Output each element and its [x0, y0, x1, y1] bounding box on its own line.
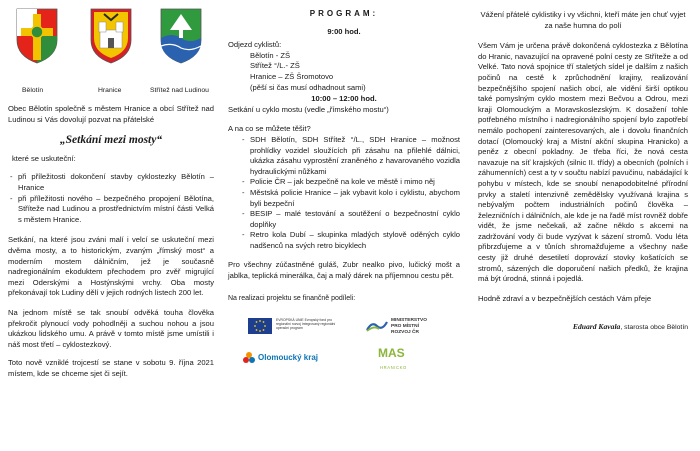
- list-item: - Městská policie Hranice – jak vybavit kolo i cyklistu, abychom byli bezpeční: [240, 188, 460, 209]
- mmr-line: MINISTERSTVO: [391, 318, 427, 324]
- program-title: PROGRAM:: [309, 9, 379, 18]
- sponsor-logos: [228, 308, 460, 388]
- bridges-paragraph: Setkání, na které jsou zváni malí i velcí se uskuteční mezi dvěma mosty, a to historickým, zvaným „římský most“ a moderním mostem dálničním, jež je současně nadregionálním ekoduktem přechodem pro zvěř migrující mezi Oderskými a Hostýnskými vrchy. Oba mosty překonávají tok Ludiny dělí v jejich rodných listech 200 let.: [8, 235, 214, 298]
- mmr-logo-text: [391, 318, 427, 335]
- date-paragraph: Toto nově vzniklé trojcestí se stane v sobotu 9. října 2021 místem, kde se chceme sjet či sejít.: [8, 358, 214, 378]
- list-item: - při příležitosti nového – bezpečného propojení Bělotína, Stříteže nad Ludinou a prostřednictvím místní části Velká s městem Hranice.: [8, 194, 214, 226]
- meeting-time: 10:00 – 12:00 hod.: [311, 94, 377, 104]
- meeting-place: Setkání u cyklo mostu (vedle „římského mostu“): [228, 104, 389, 114]
- place-item: (pěší si čas musí odhadnout sami): [250, 82, 366, 92]
- hranice-crest: [86, 8, 136, 64]
- mmr-line: PRO MÍSTNÍ: [391, 324, 419, 330]
- greeting: Vážení přátelé cyklistiky i vy všichni, kteří máte jen chuť vyjet za naše humna do polí: [480, 10, 686, 30]
- mmr-line: ROZVOJ ČR: [391, 329, 419, 335]
- signature-name: Eduard Kavala: [572, 322, 621, 332]
- question-heading: A na co se můžete těšit?: [228, 124, 311, 134]
- right-column: [478, 0, 688, 334]
- start-time: 9:00 hod.: [327, 26, 361, 36]
- refreshment-text: Pro všechny zúčastněné guláš, Zubr nealko pivo, lučický mošt a jablka, teplická minerálka, čaj a malý dárek na příjemnou cestu pět.: [228, 260, 460, 281]
- mmr-logo-icon: [366, 320, 388, 332]
- intro-text: Obec Bělotín společně s městem Hranice a obcí Střítež nad Ludinou si Vás dovolují pozvat na přátelské: [8, 104, 214, 124]
- stritez-crest: [156, 8, 206, 64]
- event-headline: „Setkání mezi mosty“: [59, 134, 163, 147]
- middle-column: [228, 0, 460, 388]
- hranice-label: Hranice: [98, 87, 122, 94]
- eu-logo-text: EVROPSKÁ UNIE Evropský fond pro regionální rozvoj Integrovaný regionální operační program: [276, 318, 336, 331]
- departure-places: [228, 51, 460, 93]
- signature-role: , starosta obce Bělotín: [620, 324, 688, 332]
- departure-heading: Odjezd cyklistů:: [228, 40, 282, 50]
- left-column: [8, 0, 214, 379]
- list-item: - Retro kola Dubí – skupinka mladých stylově oděných cyklo nadšenců na svých retro bicyklech: [240, 230, 460, 251]
- list-item: - při příležitosti dokončení stavby cyklostezky Bělotín – Hranice: [8, 172, 214, 193]
- belotin-label: Bělotín: [22, 87, 44, 94]
- signature: [478, 322, 688, 334]
- list-item: - SDH Bělotín, SDH Střítež °/L., SDH Hranice – možnost prohlídky vozidel sloužících při zásahu na přilehlé dálnici, ukázka zásahu vyprostění zraněného z havarovaného vozidla hydraulickými nůžkami: [240, 135, 460, 177]
- crossing-paragraph: Na jednom místě se tak snoubí odvěká touha člověka překročit plynoucí vody pohodlněji a suchou nohou a jsou ukázkou lidského umu. A právě v tomto místě jsme umístili i náš most třetí – cyklostezkový.: [8, 307, 214, 349]
- occasion-heading: které se uskuteční:: [12, 153, 76, 163]
- eu-flag-icon: [248, 318, 272, 334]
- funding-heading: Na realizaci projektu se finančně podíleli:: [228, 294, 356, 302]
- place-item: Bělotín - ZŠ: [250, 50, 291, 60]
- belotin-crest: [12, 8, 62, 64]
- crests-row: [8, 0, 214, 104]
- closing: Hodně zdraví a v bezpečnějších cestách Vám přeje: [478, 293, 652, 303]
- occasion-list: [8, 172, 214, 225]
- activity-list: [240, 135, 460, 252]
- place-item: Hranice – ZŠ Šromotovo: [250, 71, 334, 81]
- mas-logo: MAS: [378, 346, 405, 361]
- letter-body: Všem Vám je určena právě dokončená cyklostezka z Bělotína do Hranic, navazující na opravené polní cesty ze Stříteže a od Velké. Tato nová spojnice tří staletých sídel je dalším z našich počinů na cestě k zprůchodnění krajiny, realizování bezpečnějšího spojení našich obcí, ale vidění širší optikou také pomyslným cyklo mostem mezi Bečvou a Odrou, mezi kraji Olomouckým a Moravskoslezským. K dosažení tohle potřebného místního i nadregionálního spojení bylo zapotřebí nemálo pochopení zainteresovaných, ale i dovolu finančních dotací (Olomoucký kraj a Místní akční skupina Hranicko) a peněz z obecní pokladny. Je třeba říci, že nová cesta navazuje na síť krajských (silnic II. třídy) a obecních (polních i záhumenních) cest a ty v součtu nabízí pavučinu, nabádající k pohybu v místech, kde se snoubí nenapodobitelné přírodní prvky a staletí intenzivně zemědělsky využívaná krajina s nebývalým počtem industriálních počinů člověka – železničních i dálničních, ale kde je na řadě míst rovněž dobře vidět, že jsme nečekali, až začne někdo s akcemi na zadržování vody či bude vyzývat k sázení stromů. Vodu léta přibrzďujeme a v tůních shromažďujeme a všechny naše cesty již druhé desetiletí doprovází stovky košatících se stromů, sázených dle doporučení našich předků, že krajina má být úrodná, stinná i pojedlá.: [478, 41, 688, 284]
- stritez-label: Střítež nad Ludinou: [150, 87, 209, 94]
- place-item: Střítež °/L.- ZŠ: [250, 61, 300, 71]
- olomoucky-kraj-logo: Olomoucký kraj: [258, 353, 319, 363]
- list-item: - Policie ČR – jak bezpečně na kole ve městě i mimo něj: [240, 177, 460, 188]
- list-item: - BESIP – malé testování a soutěžení o bezpečnostní cyklo doplňky: [240, 209, 460, 230]
- mas-logo-subtitle: HRANICKO: [380, 365, 407, 371]
- olomoucky-kraj-icon: [242, 351, 256, 369]
